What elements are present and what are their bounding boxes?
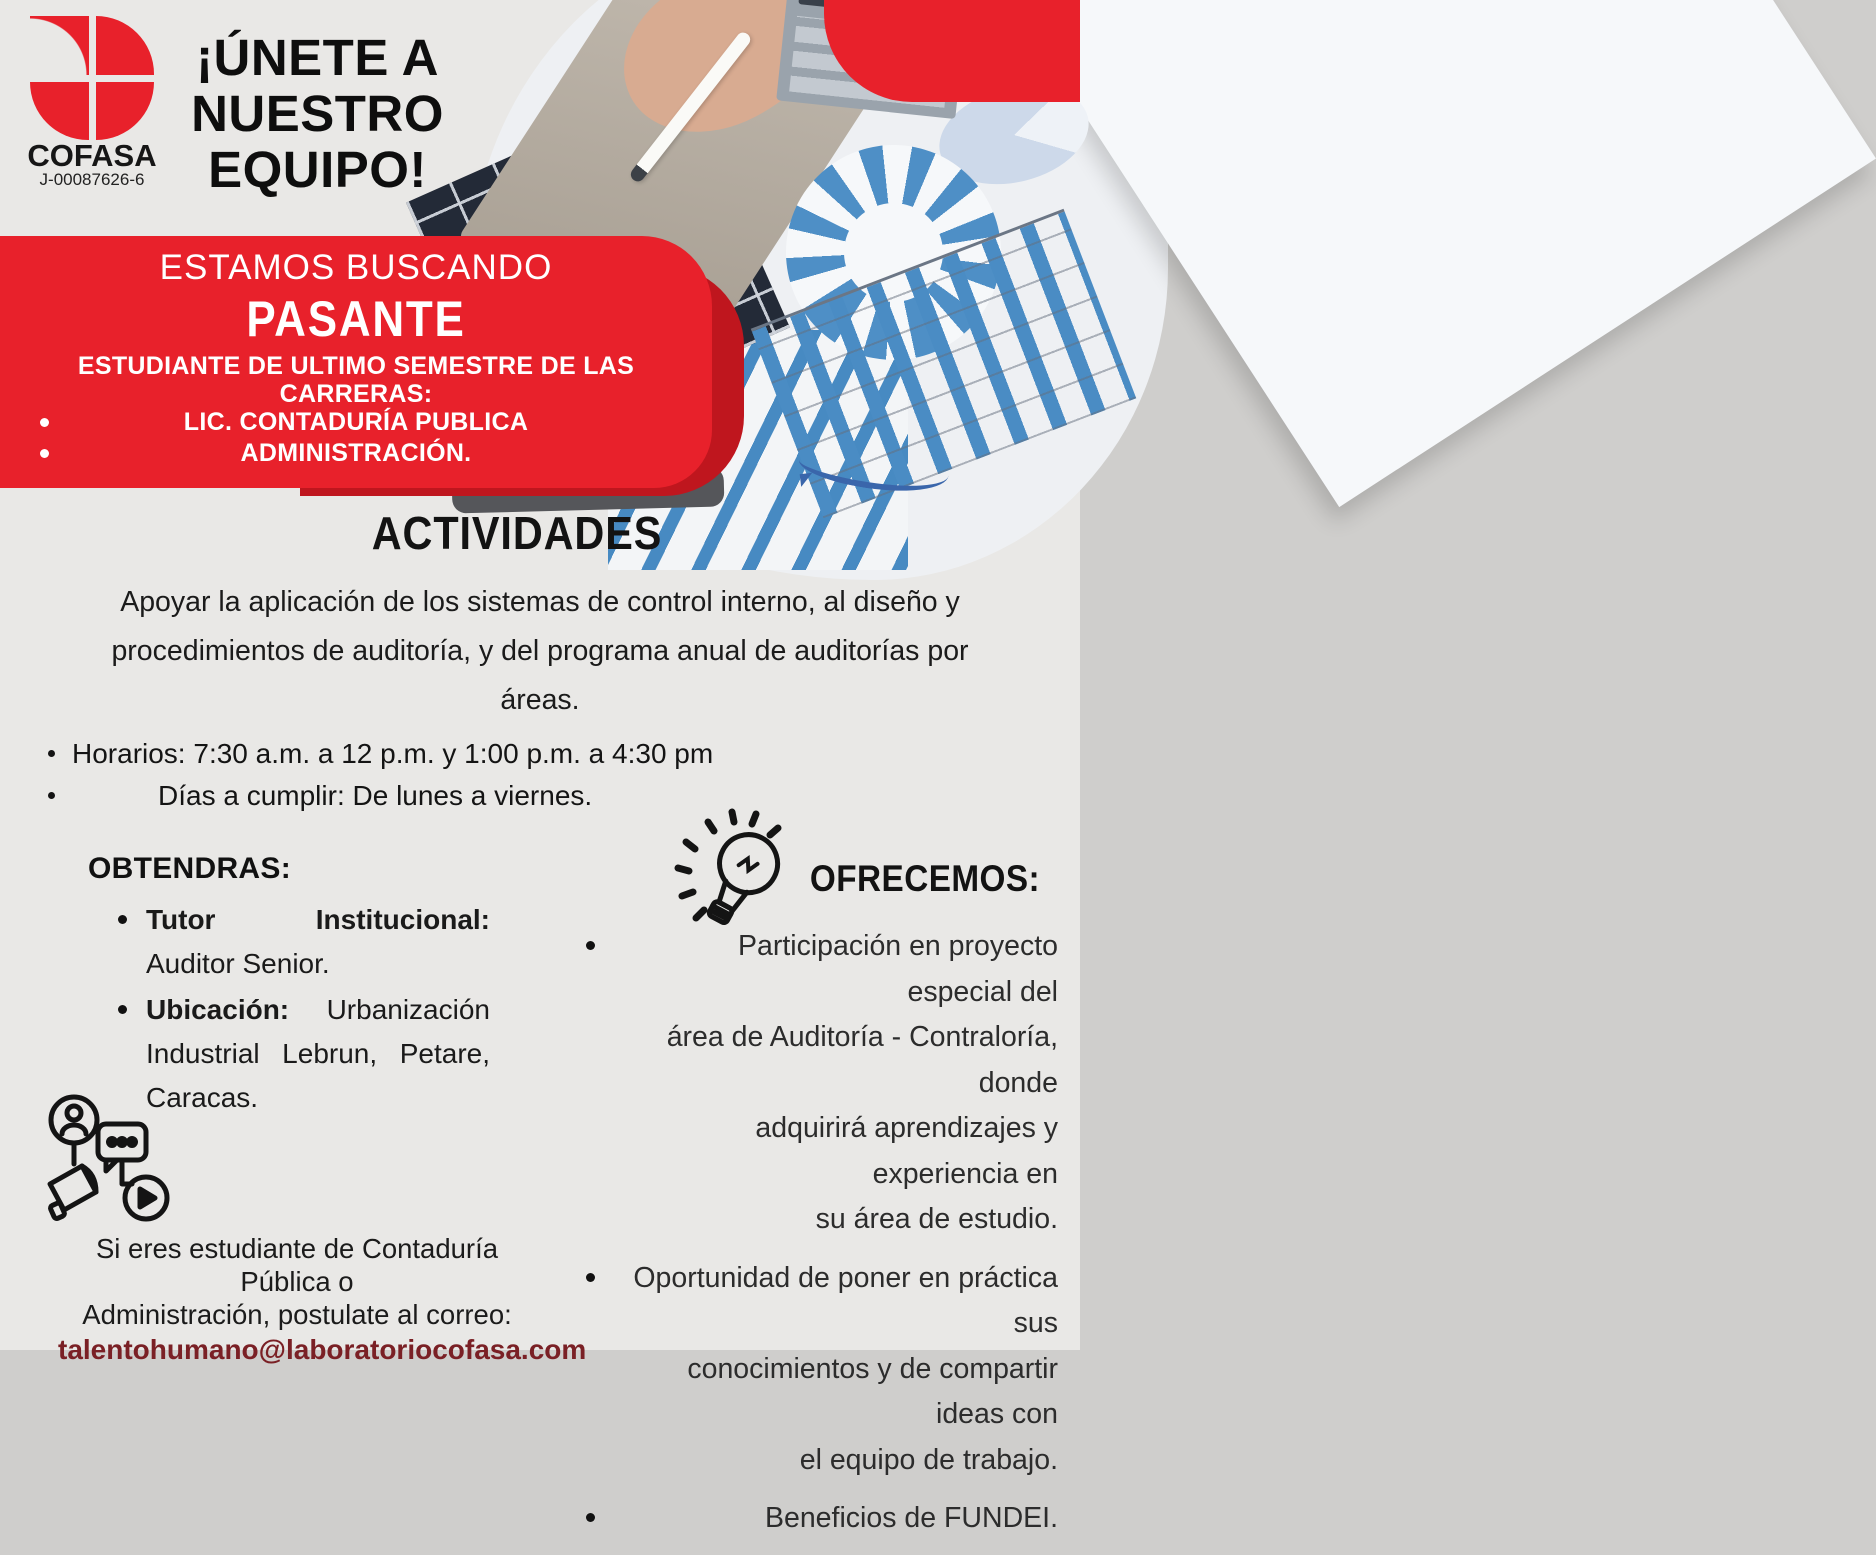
logo-wordmark: COFASA [27, 138, 157, 173]
ofrecemos-item [570, 924, 1058, 1243]
banner-subtitle-line-2: CARRERAS: [279, 380, 433, 408]
contact-line-2: Administración, postulate al correo: [82, 1299, 512, 1330]
description-line: áreas. [500, 684, 580, 716]
banner-eyebrow: ESTAMOS BUSCANDO [159, 248, 553, 287]
banner-subtitle-line-1: ESTUDIANTE DE ULTIMO SEMESTRE DE LAS [77, 352, 635, 380]
activities-list [46, 738, 966, 822]
item-value: Urbanización Industrial Lebrun, Petare, Caracas. [146, 994, 490, 1113]
career-item: LIC. CONTADURÍA PUBLICA [0, 408, 712, 439]
photo-paper-sheet [958, 0, 1876, 507]
obtendras-item [118, 898, 490, 986]
contact-email: talentohumano@laboratoriocofasa.com [58, 1334, 587, 1365]
activities-item: Días a cumplir: De lunes a viernes. [46, 780, 966, 812]
obtendras-title: OBTENDRAS: [88, 852, 291, 885]
announcement-megaphone-icon [34, 1092, 184, 1232]
contact-line-1: Si eres estudiante de Contaduría Pública o [95, 1233, 499, 1297]
title-line-1: ¡ÚNETE A [196, 29, 439, 86]
logo-quadrant-topleft [30, 16, 89, 75]
careers-list [0, 408, 712, 470]
ofrecemos-title: OFRECEMOS: [809, 858, 1041, 899]
ofrecemos-line: conocimientos y de compartir ideas con [687, 1352, 1058, 1430]
activities-item: Horarios: 7:30 a.m. a 12 p.m. y 1:00 p.m. a 4:30 pm [46, 738, 966, 770]
logo-registration: J-00087626-6 [39, 170, 145, 189]
ofrecemos-line: área de Auditoría - Contraloría, donde [666, 1021, 1058, 1099]
ofrecemos-item [570, 1496, 1058, 1542]
ofrecemos-line: el equipo de trabajo. [799, 1443, 1058, 1476]
ofrecemos-line: adquirirá aprendizajes y experiencia en [755, 1112, 1058, 1190]
title-line-2: NUESTRO [191, 85, 444, 142]
career-item: ADMINISTRACIÓN. [0, 439, 712, 470]
ofrecemos-line: su área de estudio. [815, 1203, 1058, 1235]
item-value: Auditor Senior. [146, 948, 330, 979]
ofrecemos-list [570, 924, 1058, 1555]
obtendras-list [118, 898, 490, 1120]
vacancy-banner [0, 236, 712, 488]
page-title [120, 30, 515, 198]
description-line: procedimientos de auditoría, y del programa anual de auditorías por [111, 635, 969, 667]
corner-accent-shape [824, 0, 1080, 102]
ofrecemos-item [570, 1256, 1058, 1484]
title-line-3: EQUIPO! [208, 141, 427, 198]
logo-quadrant-bottomleft [30, 82, 89, 141]
ofrecemos-line: Beneficios de FUNDEI. [764, 1502, 1058, 1534]
ofrecemos-line: Participación en proyecto especial del [737, 930, 1058, 1008]
role-title: PASANTE [246, 291, 466, 347]
item-label: Tutor Institucional: [146, 904, 490, 935]
item-label: Ubicación: [146, 994, 290, 1025]
description-line: Apoyar la aplicación de los sistemas de control interno, al diseño y [120, 586, 960, 618]
ofrecemos-line: Oportunidad de poner en práctica sus [633, 1261, 1058, 1339]
contact-section [58, 1232, 587, 1366]
activities-title: ACTIVIDADES [371, 507, 663, 559]
obtendras-section [88, 852, 490, 1122]
activities-description [90, 578, 990, 725]
